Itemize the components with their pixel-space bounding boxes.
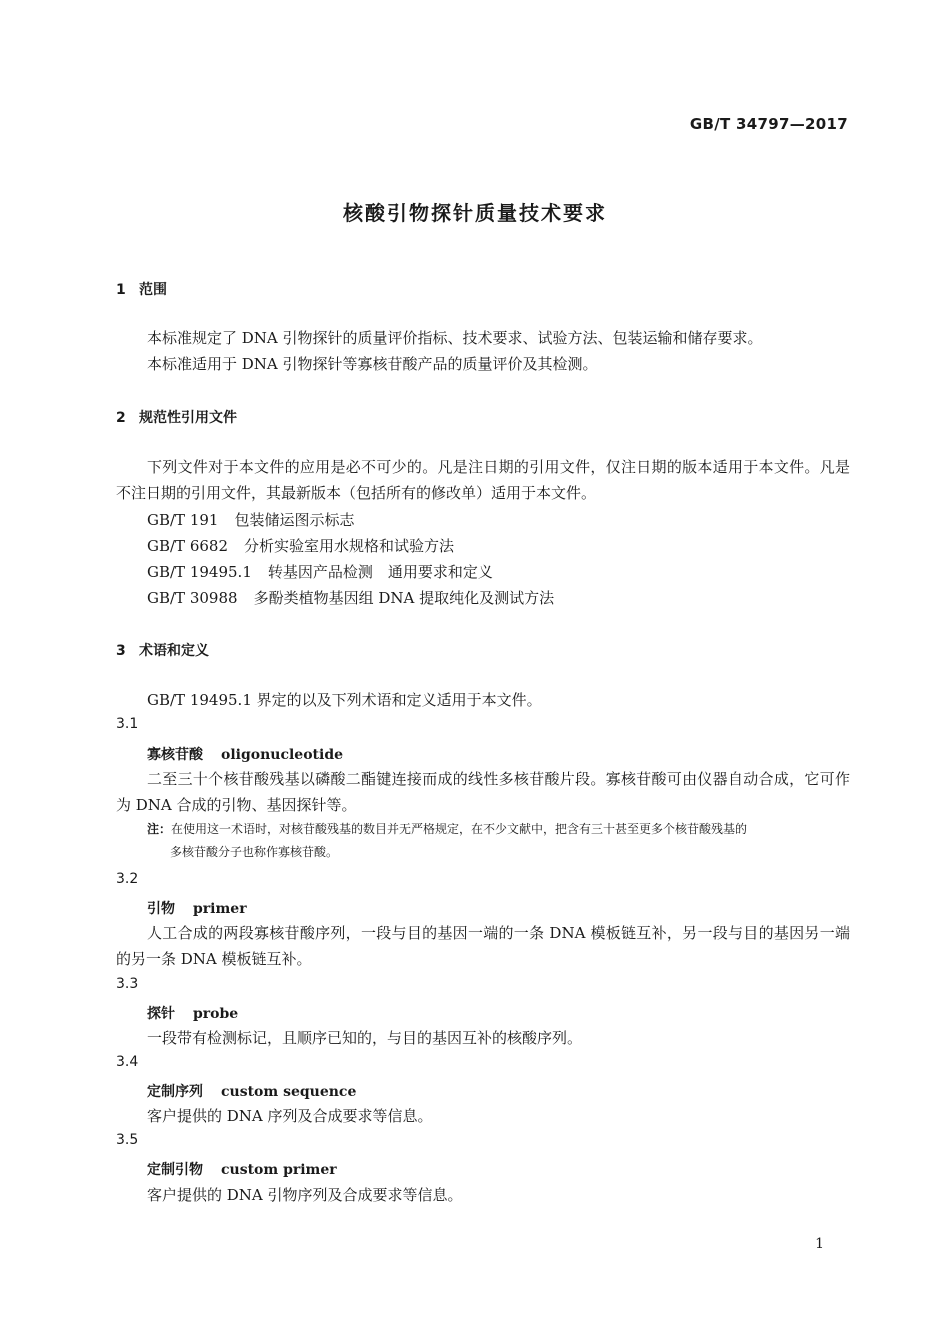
normative-references-intro: 下列文件对于本文件的应用是必不可少的。凡是注日期的引用文件，仅注日期的版本适用于本文件。凡是不注日期的引用文件，其最新版本（包括所有的修改单）适用于本文件。 xyxy=(116,458,850,502)
terms-intro: GB/T 19495.1 界定的以及下列术语和定义适用于本文件。 xyxy=(147,691,542,709)
document-code: GB/T 34797—2017 xyxy=(689,115,848,133)
term-heading xyxy=(147,1003,238,1023)
note-label: 注： xyxy=(147,822,172,836)
reference-code: GB/T 6682 xyxy=(147,537,229,555)
term-note xyxy=(147,818,849,864)
section-1-heading xyxy=(116,279,167,299)
term-number: 3.1 xyxy=(116,716,139,732)
reference-item xyxy=(147,509,354,530)
reference-item xyxy=(147,587,554,608)
reference-name: 分析实验室用水规格和试验方法 xyxy=(244,537,455,555)
term-en: primer xyxy=(193,901,247,917)
term-definition: 客户提供的 DNA 引物序列及合成要求等信息。 xyxy=(147,1186,463,1204)
term-en: custom sequence xyxy=(221,1084,357,1100)
term-number: 3.5 xyxy=(116,1132,139,1148)
term-zh: 定制序列 xyxy=(147,1084,203,1100)
term-en: oligonucleotide xyxy=(221,747,344,763)
term-heading xyxy=(147,1159,337,1179)
section-3-heading xyxy=(116,640,209,660)
reference-code: GB/T 191 xyxy=(147,511,219,529)
term-definition: 人工合成的两段寡核苷酸序列，一段与目的基因一端的一条 DNA 模板链互补，另一段与目的基因另一端的另一条 DNA 模板链互补。 xyxy=(116,924,850,968)
term-number: 3.3 xyxy=(116,976,139,992)
section-number: 1 xyxy=(116,282,126,298)
note-text-line-1: 在使用这一术语时，对核苷酸残基的数目并无严格规定，在不少文献中，把含有三十甚至更多个核苷酸残基的 xyxy=(171,822,748,836)
section-2-heading xyxy=(116,407,237,427)
term-zh: 引物 xyxy=(147,901,175,917)
term-definition: 二至三十个核苷酸残基以磷酸二酯键连接而成的线性多核苷酸片段。寡核苷酸可由仪器自动合成，它可作为 DNA 合成的引物、基因探针等。 xyxy=(116,770,850,814)
term-definition: 客户提供的 DNA 序列及合成要求等信息。 xyxy=(147,1107,433,1125)
term-definition: 一段带有检测标记，且顺序已知的，与目的基因互补的核酸序列。 xyxy=(147,1029,583,1047)
term-heading xyxy=(147,744,343,764)
scope-paragraph-2: 本标准适用于 DNA 引物探针等寡核苷酸产品的质量评价及其检测。 xyxy=(147,355,598,373)
reference-name: 包装储运图示标志 xyxy=(234,511,355,529)
term-number: 3.4 xyxy=(116,1054,139,1070)
reference-name: 多酚类植物基因组 DNA 提取纯化及测试方法 xyxy=(253,589,555,607)
term-number: 3.2 xyxy=(116,871,139,887)
term-en: custom primer xyxy=(221,1162,337,1178)
section-number: 2 xyxy=(116,410,126,426)
section-title: 范围 xyxy=(139,282,167,298)
term-zh: 定制引物 xyxy=(147,1162,203,1178)
reference-name: 转基因产品检测 通用要求和定义 xyxy=(267,563,493,581)
term-zh: 探针 xyxy=(147,1006,175,1022)
reference-code: GB/T 19495.1 xyxy=(147,563,252,581)
reference-code: GB/T 30988 xyxy=(147,589,238,607)
section-number: 3 xyxy=(116,643,126,659)
reference-item xyxy=(147,535,454,556)
page-number: 1 xyxy=(815,1236,824,1252)
document-title: 核酸引物探针质量技术要求 xyxy=(343,201,607,225)
term-heading xyxy=(147,898,247,918)
term-en: probe xyxy=(193,1006,239,1022)
term-heading xyxy=(147,1081,356,1101)
section-title: 规范性引用文件 xyxy=(139,410,237,426)
term-zh: 寡核苷酸 xyxy=(147,747,203,763)
reference-item xyxy=(147,561,493,582)
section-title: 术语和定义 xyxy=(139,643,209,659)
scope-paragraph-1: 本标准规定了 DNA 引物探针的质量评价指标、技术要求、试验方法、包装运输和储存要求。 xyxy=(147,329,763,347)
note-text-line-2: 多核苷酸分子也称作寡核苷酸。 xyxy=(170,845,339,859)
